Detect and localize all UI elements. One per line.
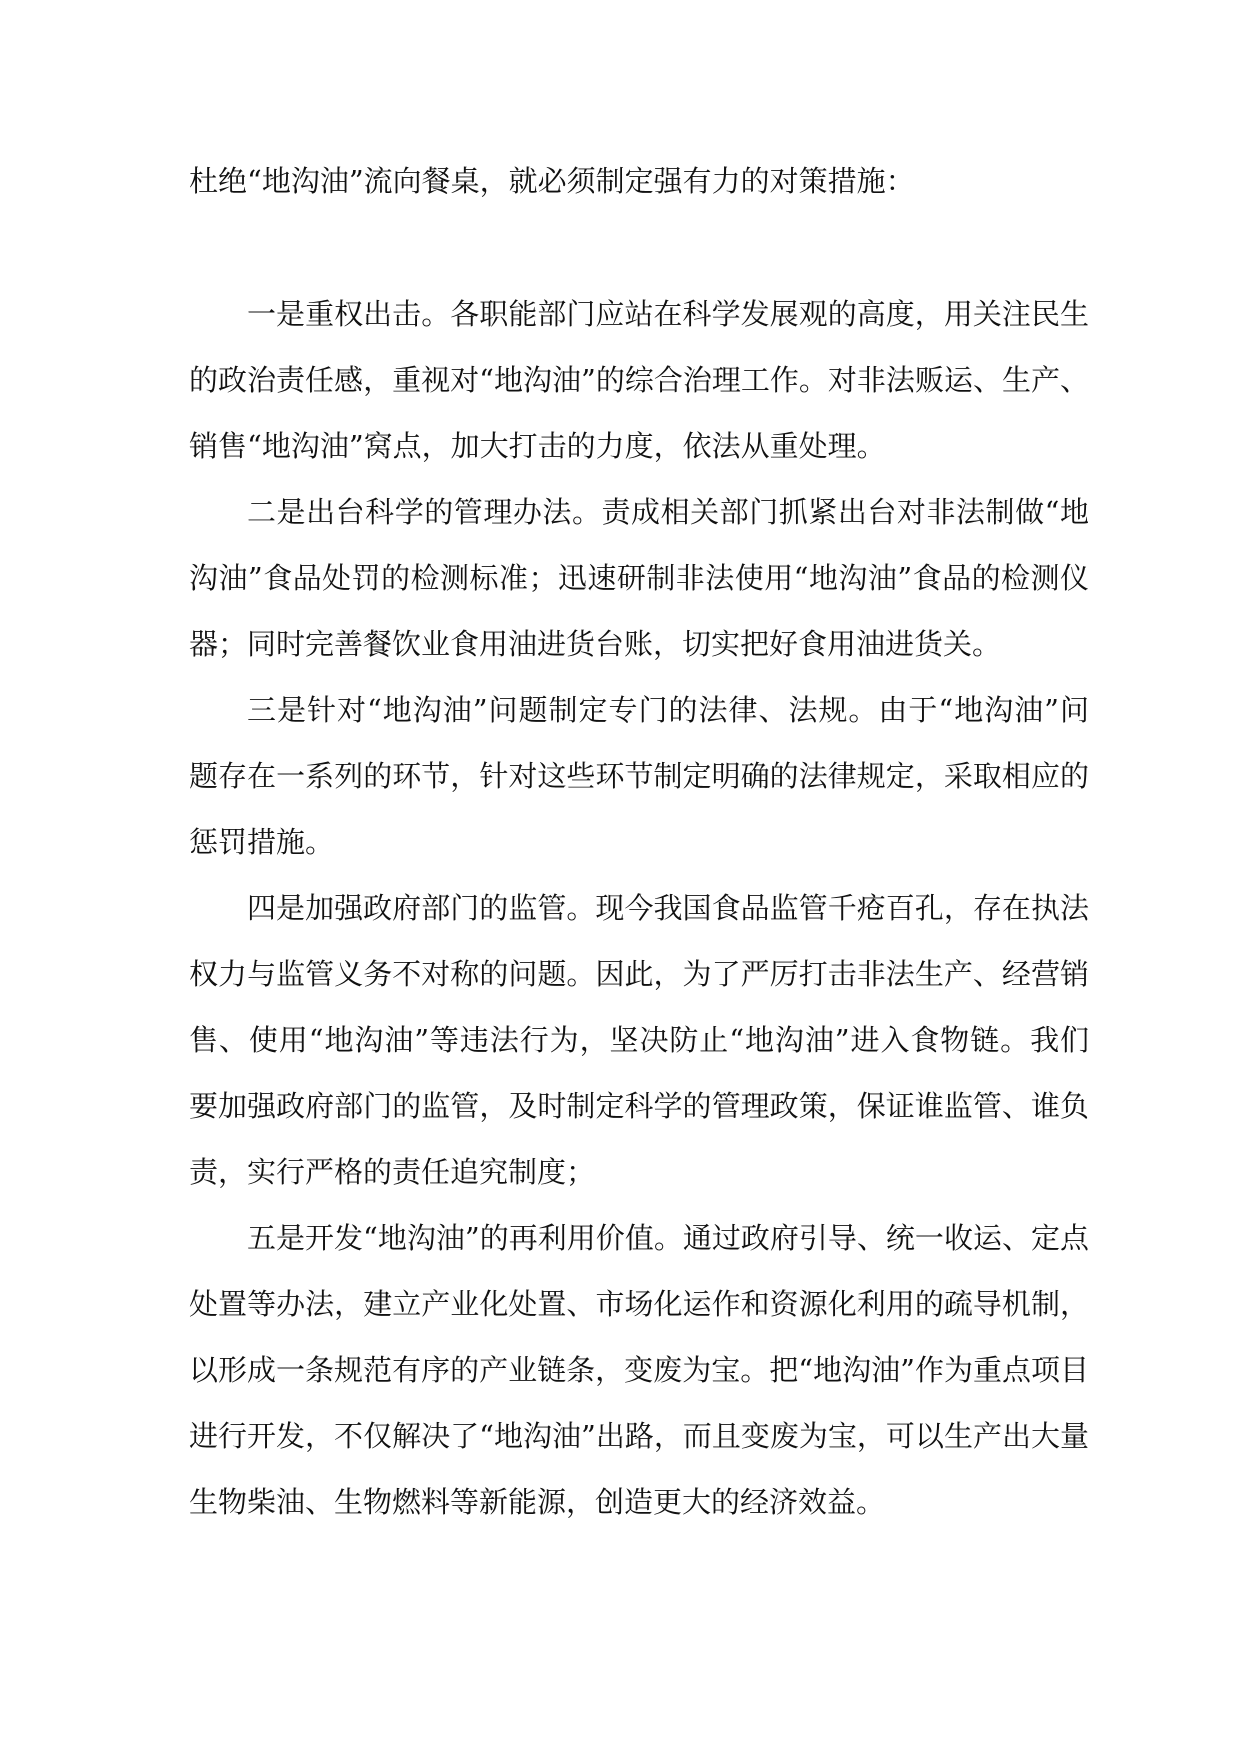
- measure-paragraph-4: 四是加强政府部门的监管。现今我国食品监管千疮百孔，存在执法权力与监管义务不对称的问题。因此，为了严厉打击非法生产、经营销售、使用“地沟油”等违法行为，坚决防止“地沟油”进入食物链。我们要加强政府部门的监管，及时制定科学的管理政策，保证谁监管、谁负责，实行严格的责任追究制度；: [189, 891, 1089, 1189]
- measure-paragraph-1: 一是重权出击。各职能部门应站在科学发展观的高度，用关注民生的政治责任感，重视对“地沟油”的综合治理工作。对非法贩运、生产、销售“地沟油”窝点，加大打击的力度，依法从重处理。: [189, 297, 1089, 463]
- intro-paragraph: 杜绝“地沟油”流向餐桌，就必须制定强有力的对策措施：: [189, 164, 915, 198]
- measure-paragraph-3: 三是针对“地沟油”问题制定专门的法律、法规。由于“地沟油”问题存在一系列的环节，针对这些环节制定明确的法律规定，采取相应的惩罚措施。: [189, 693, 1089, 859]
- measure-paragraph-2: 二是出台科学的管理办法。责成相关部门抓紧出台对非法制做“地沟油”食品处罚的检测标准；迅速研制非法使用“地沟油”食品的检测仪器；同时完善餐饮业食用油进货台账，切实把好食用油进货关。: [189, 495, 1089, 661]
- measure-paragraph-5: 五是开发“地沟油”的再利用价值。通过政府引导、统一收运、定点处置等办法，建立产业化处置、市场化运作和资源化利用的疏导机制，以形成一条规范有序的产业链条，变废为宝。把“地沟油”作为重点项目进行开发，不仅解决了“地沟油”出路，而且变废为宝，可以生产出大量生物柴油、生物燃料等新能源，创造更大的经济效益。: [189, 1221, 1089, 1519]
